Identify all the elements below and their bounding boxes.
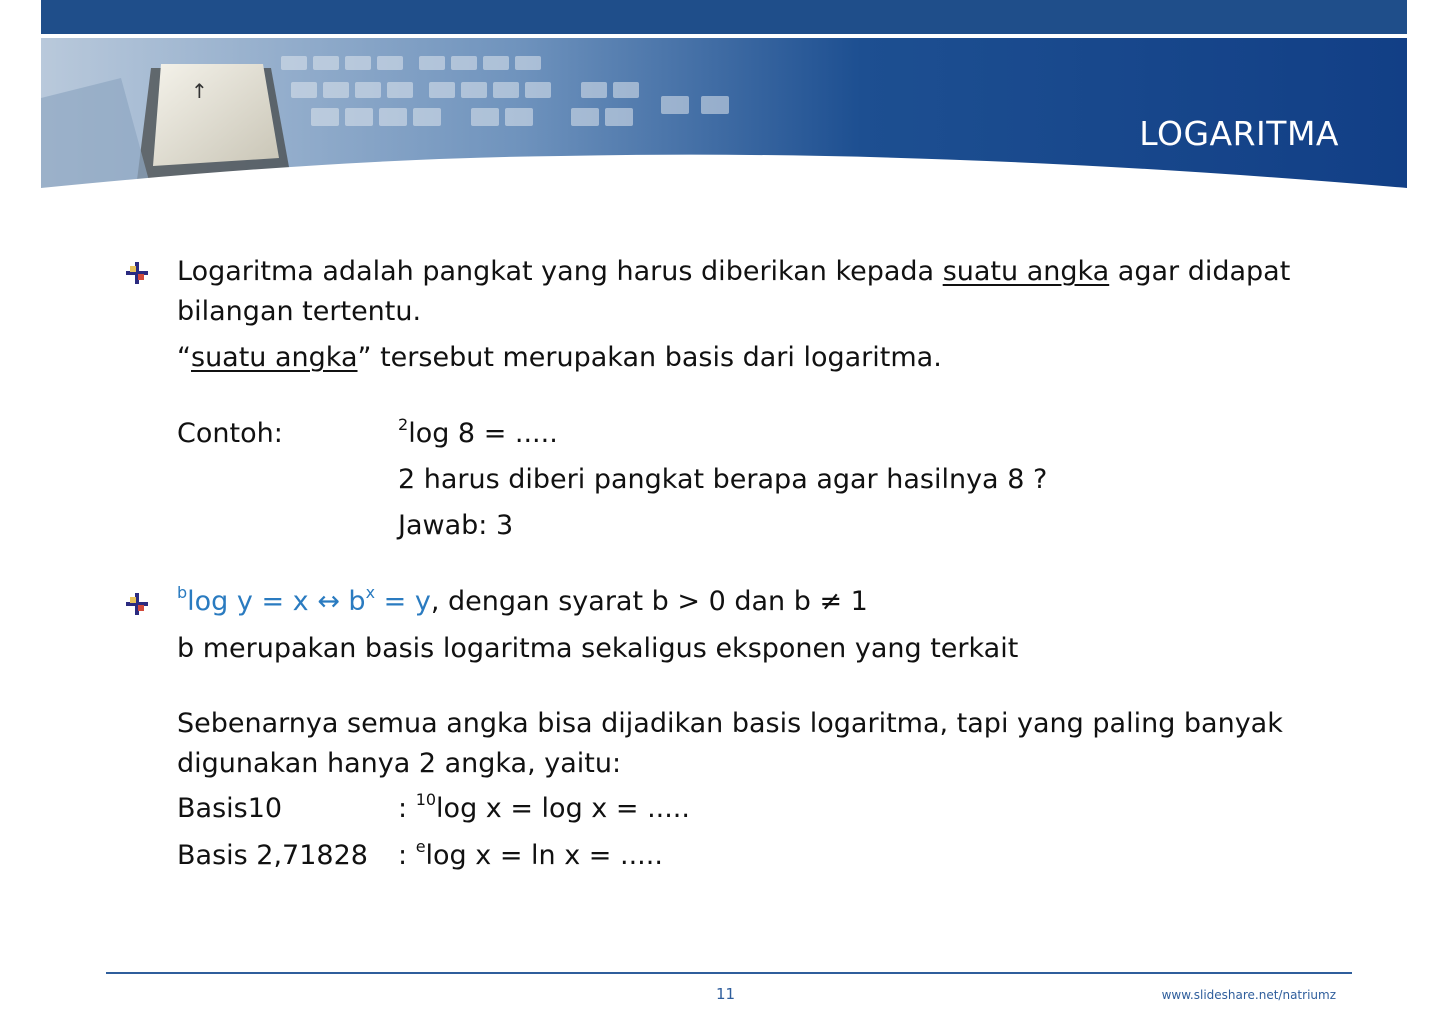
- example-question: 2 harus diberi pangkat berapa agar hasilnya 8 ?: [398, 464, 1048, 495]
- bullet-icon: [126, 262, 148, 284]
- footer-divider: [106, 972, 1352, 974]
- basis-note: “suatu angka” tersebut merupakan basis dari logaritma.: [177, 342, 942, 373]
- example-label: Contoh:: [177, 418, 283, 449]
- page-number: 11: [716, 985, 736, 1003]
- header-bar: [41, 0, 1407, 34]
- basis10-formula: : $^{10}$log x = log x = .....: [398, 790, 690, 824]
- svg-text:↑: ↑: [191, 79, 208, 103]
- basis10-label: Basis10: [177, 793, 283, 824]
- example-expression: $^2$log 8 = .....: [398, 415, 558, 449]
- common-bases-line-2: digunakan hanya 2 angka, yaitu:: [177, 748, 622, 779]
- basis-e-formula: : $^e$log x = ln x = .....: [398, 837, 663, 871]
- footer-url: www.slideshare.net/natriumz: [1161, 988, 1336, 1002]
- definition-line-1: Logaritma adalah pangkat yang harus diberikan kepada suatu angka agar didapat: [177, 256, 1291, 287]
- underlined-term: suatu angka: [191, 342, 358, 373]
- slide-title: LOGARITMA: [1139, 114, 1339, 153]
- header-banner: [41, 38, 1407, 200]
- underlined-term: suatu angka: [942, 256, 1110, 287]
- log-definition-formula: $^b$log y = x ↔ $b^x = y$, dengan syarat b > 0 dan b ≠ 1: [177, 583, 868, 617]
- bullet-icon: [126, 593, 148, 615]
- common-bases-line-1: Sebenarnya semua angka bisa dijadikan basis logaritma, tapi yang paling banyak: [177, 708, 1283, 739]
- definition-line-2: bilangan tertentu.: [177, 296, 422, 327]
- basis-e-label: Basis 2,71828: [177, 840, 368, 871]
- example-answer: Jawab: 3: [398, 510, 514, 541]
- basis-explanation: b merupakan basis logaritma sekaligus eksponen yang terkait: [177, 633, 1019, 664]
